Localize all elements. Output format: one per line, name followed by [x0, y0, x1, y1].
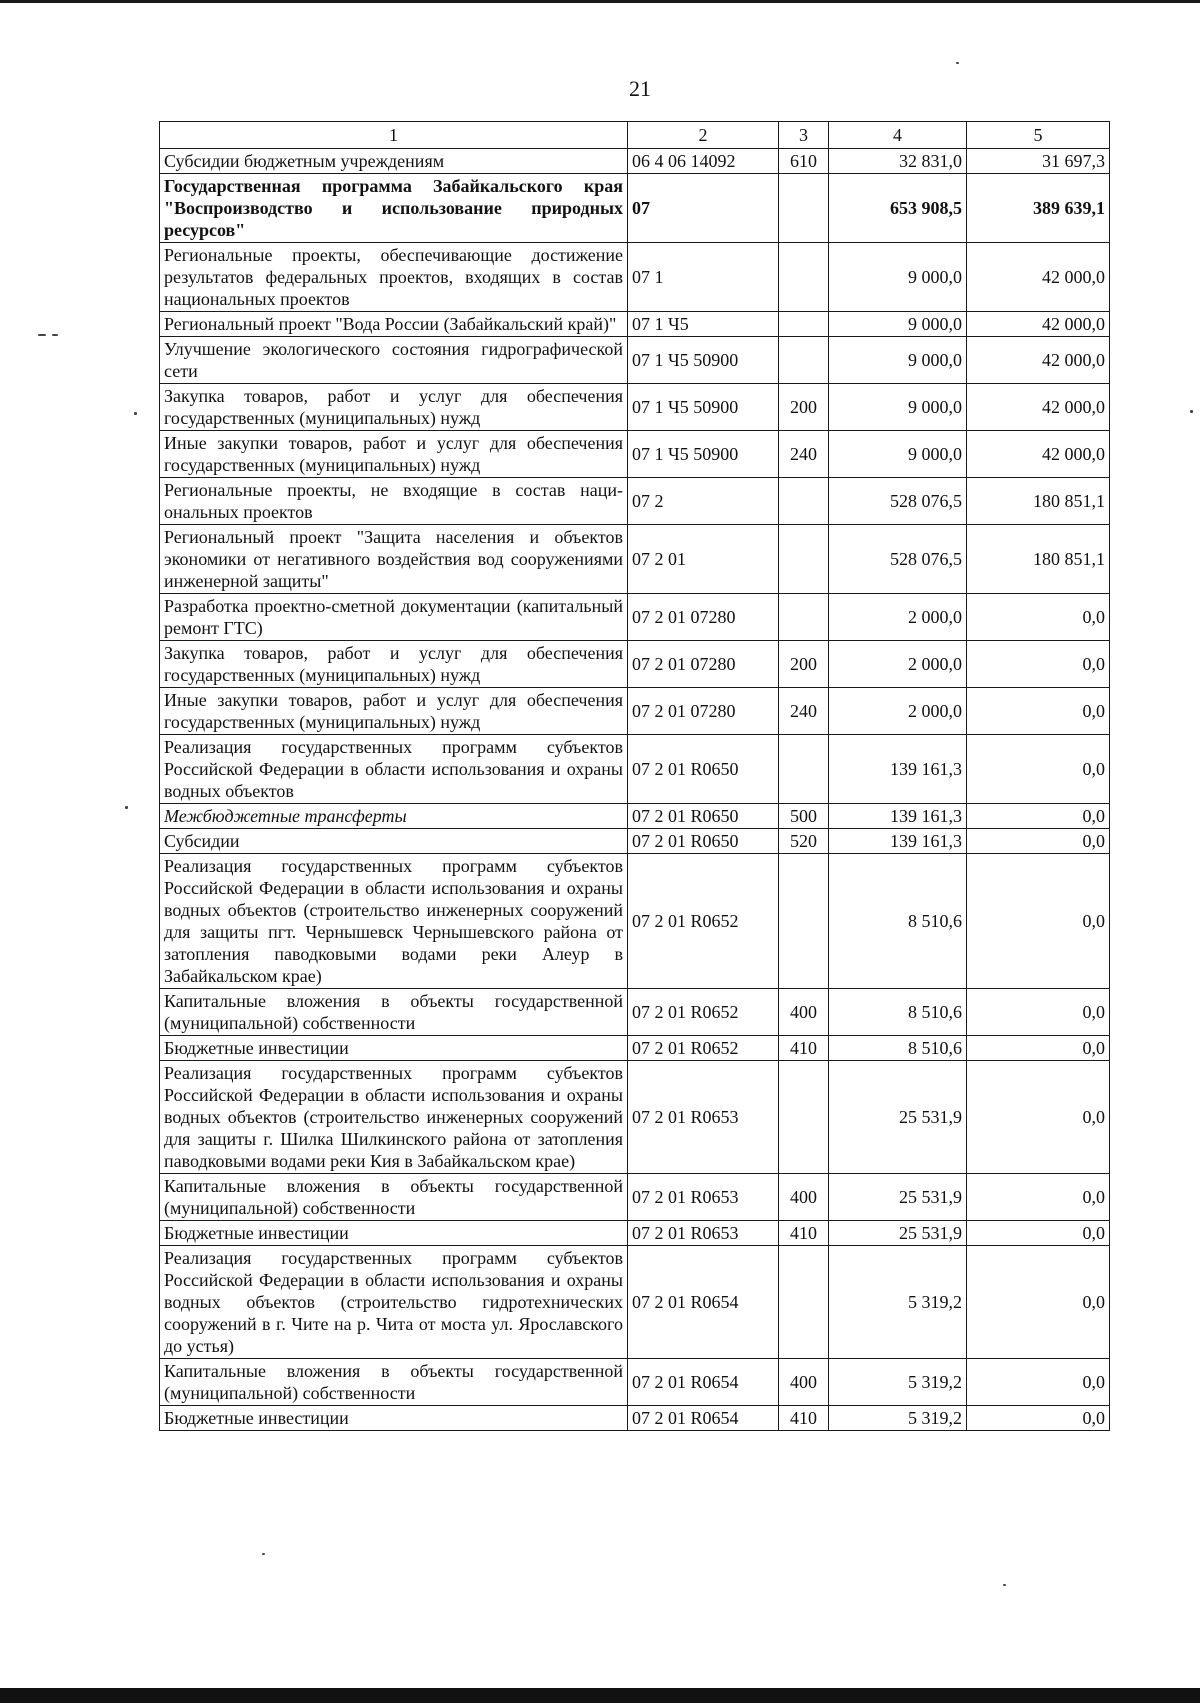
row-type-cell: [779, 174, 829, 243]
row-type-cell: 400: [779, 1359, 829, 1406]
row-code-cell: 07: [628, 174, 779, 243]
table-row: [160, 804, 1110, 829]
row-col4-cell: 139 161,3: [829, 829, 967, 854]
table-row: [160, 641, 1110, 688]
table-row: [160, 337, 1110, 384]
row-name-cell: Бюджетные инвестиции: [160, 1406, 628, 1431]
row-type-cell: 410: [779, 1036, 829, 1061]
row-type-cell: 400: [779, 1174, 829, 1221]
row-col5-cell: 0,0: [967, 1246, 1110, 1359]
row-col4-cell: 9 000,0: [829, 243, 967, 312]
row-code-cell: 07 2 01 R0652: [628, 1036, 779, 1061]
row-col5-cell: 42 000,0: [967, 431, 1110, 478]
row-code-cell: 07 1 Ч5 50900: [628, 337, 779, 384]
row-col5-cell: 42 000,0: [967, 243, 1110, 312]
row-name-cell: Межбюджетные трансферты: [160, 804, 628, 829]
row-code-cell: 07 2 01 R0653: [628, 1174, 779, 1221]
row-col4-cell: 25 531,9: [829, 1221, 967, 1246]
row-code-cell: 07 1: [628, 243, 779, 312]
row-name-cell: Региональный проект "Вода России (Забайкальский край)": [160, 312, 628, 337]
row-code-cell: 07 2 01 R0650: [628, 735, 779, 804]
row-col4-cell: 2 000,0: [829, 688, 967, 735]
row-code-cell: 07 2: [628, 478, 779, 525]
table-row: [160, 174, 1110, 243]
header-col-2: 2: [628, 122, 779, 149]
row-col5-cell: 0,0: [967, 854, 1110, 989]
row-code-cell: 06 4 06 14092: [628, 149, 779, 174]
header-col-3: 3: [779, 122, 829, 149]
table-row: [160, 431, 1110, 478]
row-col5-cell: 180 851,1: [967, 525, 1110, 594]
row-col5-cell: 31 697,3: [967, 149, 1110, 174]
row-type-cell: [779, 594, 829, 641]
row-code-cell: 07 2 01 R0654: [628, 1359, 779, 1406]
table-row: [160, 478, 1110, 525]
scan-speck: [1003, 1584, 1006, 1586]
row-name-cell: Разработка проектно-сметной документации (капитальный ремонт ГТС): [160, 594, 628, 641]
row-col5-cell: 0,0: [967, 1174, 1110, 1221]
row-col4-cell: 2 000,0: [829, 641, 967, 688]
row-type-cell: 240: [779, 431, 829, 478]
row-code-cell: 07 2 01 07280: [628, 641, 779, 688]
row-type-cell: [779, 337, 829, 384]
row-name-cell: Государственная программа Забайкальского края "Воспроизводство и использование природных ресурсов": [160, 174, 628, 243]
scan-speck: [134, 412, 137, 415]
row-col5-cell: 0,0: [967, 1406, 1110, 1431]
table-row: [160, 149, 1110, 174]
row-col4-cell: 5 319,2: [829, 1406, 967, 1431]
table-body: [160, 149, 1110, 1431]
row-col5-cell: 0,0: [967, 1036, 1110, 1061]
row-code-cell: 07 2 01 07280: [628, 688, 779, 735]
row-name-cell: Субсидии бюджетным учреждениям: [160, 149, 628, 174]
row-col4-cell: 139 161,3: [829, 804, 967, 829]
row-code-cell: 07 1 Ч5 50900: [628, 431, 779, 478]
table-row: [160, 1036, 1110, 1061]
row-col4-cell: 653 908,5: [829, 174, 967, 243]
row-col5-cell: 0,0: [967, 1359, 1110, 1406]
row-col5-cell: 42 000,0: [967, 384, 1110, 431]
row-type-cell: [779, 243, 829, 312]
table-row: [160, 312, 1110, 337]
table-row: [160, 1406, 1110, 1431]
budget-table: [159, 121, 1110, 1431]
row-col5-cell: 389 639,1: [967, 174, 1110, 243]
row-col5-cell: 0,0: [967, 829, 1110, 854]
row-col4-cell: 25 531,9: [829, 1174, 967, 1221]
table-row: [160, 1246, 1110, 1359]
row-name-cell: Улучшение экологического состояния гидрографической сети: [160, 337, 628, 384]
table-header-row: [160, 122, 1110, 149]
row-type-cell: 500: [779, 804, 829, 829]
scan-edge-top: [0, 0, 1200, 3]
row-col5-cell: 0,0: [967, 641, 1110, 688]
row-name-cell: Капитальные вложения в объекты государственной (муниципальной) собственности: [160, 1359, 628, 1406]
table-row: [160, 829, 1110, 854]
row-type-cell: 200: [779, 384, 829, 431]
row-col4-cell: 9 000,0: [829, 312, 967, 337]
row-col4-cell: 9 000,0: [829, 384, 967, 431]
row-name-cell: Реализация государственных программ субъектов Российской Федерации в области использования и охраны водных объектов (строительство инженерных сооружений для защиты пгт. Чернышевск Чернышевского района от затопления паводковыми водами реки Алеур в Забайкальском крае): [160, 854, 628, 989]
scan-speck: [38, 334, 46, 336]
scan-edge-bottom: [0, 1688, 1200, 1703]
row-name-cell: Иные закупки товаров, работ и услуг для обеспечения государственных (муниципальных) нужд: [160, 688, 628, 735]
row-code-cell: 07 2 01 R0653: [628, 1061, 779, 1174]
row-col4-cell: 32 831,0: [829, 149, 967, 174]
row-col5-cell: 0,0: [967, 688, 1110, 735]
row-type-cell: [779, 525, 829, 594]
header-col-5: 5: [967, 122, 1110, 149]
row-col4-cell: 8 510,6: [829, 854, 967, 989]
row-col4-cell: 528 076,5: [829, 525, 967, 594]
page-number: 21: [629, 76, 651, 101]
row-col4-cell: 528 076,5: [829, 478, 967, 525]
row-type-cell: 400: [779, 989, 829, 1036]
row-col4-cell: 9 000,0: [829, 431, 967, 478]
row-type-cell: [779, 478, 829, 525]
row-name-cell: Реализация государственных программ субъектов Российской Федерации в области использования и охраны водных объектов (строительство инженерных сооружений для защиты г. Шилка Шилкинского района от затопления паводковыми водами реки Кия в Забайкальском крае): [160, 1061, 628, 1174]
row-code-cell: 07 2 01 R0652: [628, 854, 779, 989]
row-col5-cell: 42 000,0: [967, 337, 1110, 384]
row-col5-cell: 0,0: [967, 594, 1110, 641]
row-col4-cell: 9 000,0: [829, 337, 967, 384]
row-code-cell: 07 2 01 R0654: [628, 1246, 779, 1359]
row-name-cell: Региональные проекты, обеспечивающие достижение результатов федеральных проектов, входящих в состав национальных проектов: [160, 243, 628, 312]
row-name-cell: Иные закупки товаров, работ и услуг для обеспечения государственных (муниципальных) нужд: [160, 431, 628, 478]
table-row: [160, 735, 1110, 804]
table-row: [160, 1174, 1110, 1221]
row-col5-cell: 0,0: [967, 1221, 1110, 1246]
table-row: [160, 525, 1110, 594]
row-type-cell: 240: [779, 688, 829, 735]
row-name-cell: Региональный проект "Защита населения и объектов экономики от негативного воздействия вод сооружениями инженерной защиты": [160, 525, 628, 594]
row-type-cell: 410: [779, 1406, 829, 1431]
row-code-cell: 07 2 01 R0653: [628, 1221, 779, 1246]
row-col5-cell: 180 851,1: [967, 478, 1110, 525]
row-col5-cell: 0,0: [967, 989, 1110, 1036]
row-code-cell: 07 2 01 R0654: [628, 1406, 779, 1431]
table-row: [160, 688, 1110, 735]
row-col4-cell: 5 319,2: [829, 1246, 967, 1359]
row-name-cell: Капитальные вложения в объекты государственной (муниципальной) собственности: [160, 989, 628, 1036]
row-col4-cell: 5 319,2: [829, 1359, 967, 1406]
row-name-cell: Закупка товаров, работ и услуг для обеспечения государственных (муниципальных) нужд: [160, 641, 628, 688]
scan-speck: [125, 806, 128, 809]
row-col4-cell: 139 161,3: [829, 735, 967, 804]
header-col-4: 4: [829, 122, 967, 149]
scan-speck: [956, 62, 959, 64]
row-col4-cell: 2 000,0: [829, 594, 967, 641]
row-code-cell: 07 1 Ч5: [628, 312, 779, 337]
row-type-cell: 410: [779, 1221, 829, 1246]
row-col4-cell: 8 510,6: [829, 1036, 967, 1061]
row-code-cell: 07 2 01 R0650: [628, 829, 779, 854]
table-row: [160, 1061, 1110, 1174]
table-row: [160, 989, 1110, 1036]
header-col-1: 1: [160, 122, 628, 149]
row-type-cell: [779, 854, 829, 989]
row-name-cell: Региональные проекты, не входящие в состав национальных проектов: [160, 478, 628, 525]
row-type-cell: [779, 1246, 829, 1359]
row-name-cell: Субсидии: [160, 829, 628, 854]
row-col5-cell: 0,0: [967, 1061, 1110, 1174]
row-col4-cell: 25 531,9: [829, 1061, 967, 1174]
row-col5-cell: 0,0: [967, 804, 1110, 829]
scan-speck: [1190, 410, 1193, 413]
row-type-cell: 610: [779, 149, 829, 174]
row-code-cell: 07 2 01 R0650: [628, 804, 779, 829]
table-row: [160, 1359, 1110, 1406]
table-row: [160, 384, 1110, 431]
row-name-cell: Капитальные вложения в объекты государственной (муниципальной) собственности: [160, 1174, 628, 1221]
row-name-cell: Бюджетные инвестиции: [160, 1036, 628, 1061]
row-col4-cell: 8 510,6: [829, 989, 967, 1036]
scan-speck: [262, 1553, 265, 1555]
row-name-cell: Закупка товаров, работ и услуг для обеспечения государственных (муниципальных) нужд: [160, 384, 628, 431]
row-name-cell: Бюджетные инвестиции: [160, 1221, 628, 1246]
table-row: [160, 1221, 1110, 1246]
row-type-cell: [779, 312, 829, 337]
row-col5-cell: 0,0: [967, 735, 1110, 804]
row-name-cell: Реализация государственных программ субъектов Российской Федерации в области использования и охраны водных объектов: [160, 735, 628, 804]
row-code-cell: 07 1 Ч5 50900: [628, 384, 779, 431]
table-row: [160, 243, 1110, 312]
row-type-cell: 200: [779, 641, 829, 688]
table-row: [160, 854, 1110, 989]
row-code-cell: 07 2 01: [628, 525, 779, 594]
row-name-cell: Реализация государственных программ субъектов Российской Федерации в области использования и охраны водных объектов (строительство гидротехнических сооружений в г. Чите на р. Чита от моста ул. Ярославского до устья): [160, 1246, 628, 1359]
row-code-cell: 07 2 01 07280: [628, 594, 779, 641]
row-type-cell: [779, 735, 829, 804]
row-code-cell: 07 2 01 R0652: [628, 989, 779, 1036]
row-type-cell: 520: [779, 829, 829, 854]
scan-speck: [52, 334, 58, 336]
row-col5-cell: 42 000,0: [967, 312, 1110, 337]
row-type-cell: [779, 1061, 829, 1174]
table-row: [160, 594, 1110, 641]
